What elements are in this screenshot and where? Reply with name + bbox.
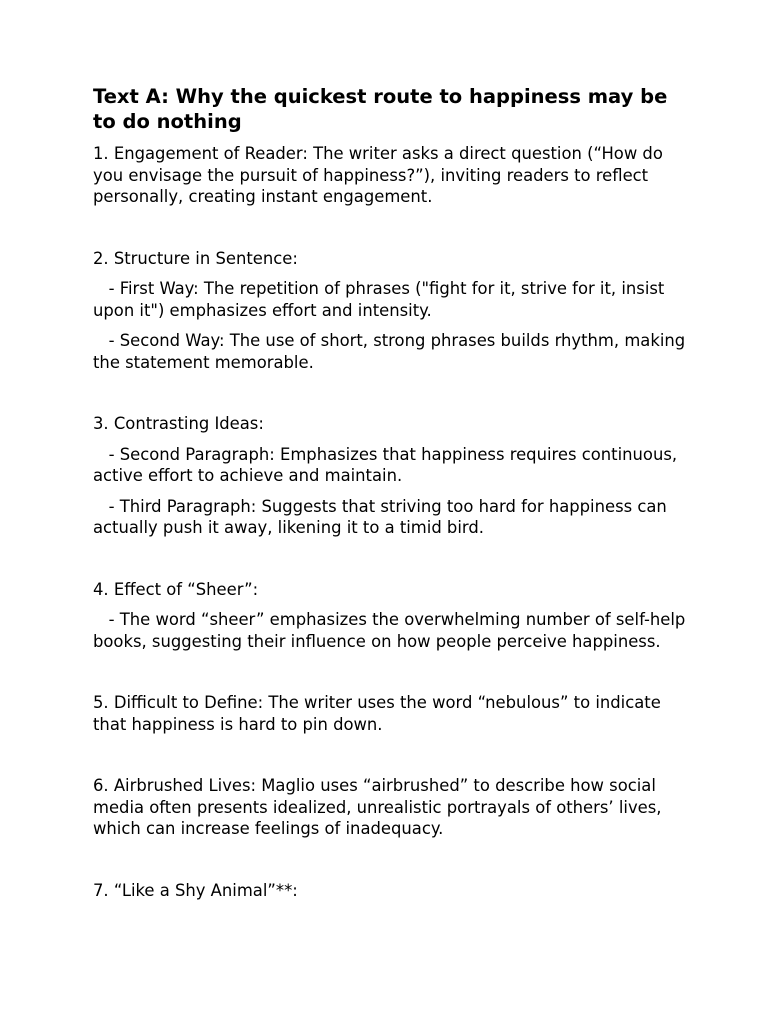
section-3-heading: 3. Contrasting Ideas: (93, 414, 264, 433)
section-2-first-way: - First Way: The repetition of phrases ("fight for it, strive for it, insist upon it") emphasizes effort and intensity. (93, 279, 670, 320)
section-6-airbrushed-lives: 6. Airbrushed Lives: Maglio uses “airbrushed” to describe how social media often presents idealized, unrealistic portrayals of others’ lives, which can increase feelings of inadequacy. (93, 776, 667, 838)
document-page (93, 84, 693, 901)
section-4-point: - The word “sheer” emphasizes the overwhelming number of self-help books, suggesting their influence on how people perceive happiness. (93, 610, 691, 651)
spacer (93, 373, 693, 413)
document-title: Text A: Why the quickest route to happiness may be to do nothing (93, 85, 668, 133)
section-4-heading: 4. Effect of “Sheer”: (93, 579, 259, 599)
spacer (93, 840, 693, 880)
section-3-second-paragraph: - Second Paragraph: Emphasizes that happiness requires continuous, active effort to achieve and maintain. (93, 444, 683, 485)
spacer (93, 735, 693, 775)
spacer (93, 539, 693, 579)
section-2-second-way: - Second Way: The use of short, strong phrases builds rhythm, making the statement memorable. (93, 331, 691, 372)
spacer (93, 208, 693, 248)
section-1-engagement: 1. Engagement of Reader: The writer asks a direct question (“How do you envisage the pursuit of happiness?”), inviting readers to reflect personally, creating instant engagement. (93, 144, 669, 206)
section-7-shy-animal: 7. “Like a Shy Animal”**: (93, 880, 298, 900)
section-3-third-paragraph: - Third Paragraph: Suggests that striving too hard for happiness can actually push it away, likening it to a timid bird. (93, 496, 673, 537)
spacer (93, 652, 693, 692)
section-2-heading: 2. Structure in Sentence: (93, 248, 298, 268)
section-5-difficult-to-define: 5. Difficult to Define: The writer uses the word “nebulous” to indicate that happiness is hard to pin down. (93, 693, 666, 734)
